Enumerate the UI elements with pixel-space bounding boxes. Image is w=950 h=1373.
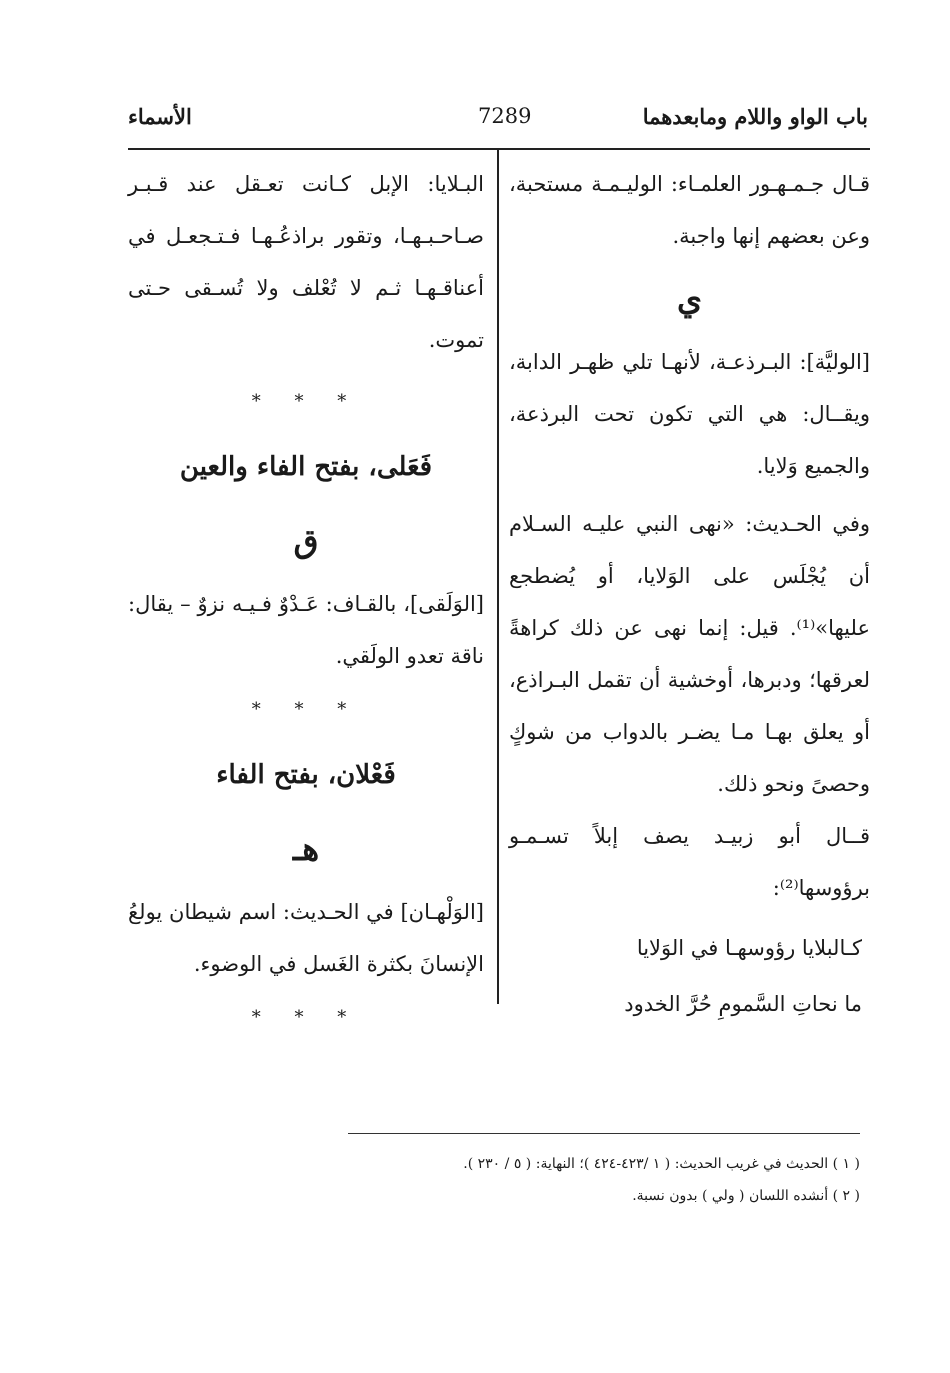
footnote-rule <box>348 1133 860 1134</box>
verse-line-1: كـالبلايا رؤوسهـا في الوَلايا <box>636 936 862 960</box>
verse-line-2: ما نحاتِ السَّمومِ حُرَّ الخدود <box>624 992 862 1016</box>
header-rule <box>128 148 870 150</box>
section-title: الأسماء <box>128 104 192 129</box>
chapter-title: باب الواو واللام ومابعدهما <box>642 104 868 129</box>
pattern-heading-faala: فَعَلى، بفتح الفاء والعين <box>179 452 433 482</box>
letter-heading-ya: ي <box>676 280 703 318</box>
entry-balaya: البـلايا: الإبل كـانت تعـقل عند قـبـر صـاحـبـهـا، وتقور براذعُـهـا فـتـجعـل في أعناقـهـا ثـم لا تُعْلف ولا تُسـقى حـتى تموت. <box>128 172 484 352</box>
footnote-1: ( ١ ) الحديث في غريب الحديث: ( ١ /٤٢٣-٤٢٤ )؛ النهاية: ( ٥ / ٢٣٠ ). <box>463 1156 860 1172</box>
column-divider <box>497 148 499 1004</box>
separator-stars: * * * <box>251 699 361 720</box>
footnotes <box>348 1148 860 1212</box>
footnote-2: ( ٢ ) أنشده اللسان ( ولي ) بدون نسبة. <box>632 1188 860 1204</box>
page-number: 7289 <box>478 104 532 128</box>
right-column <box>509 158 870 1030</box>
poet-intro: قــال أبو زبيـد يصف إبلاً تسـمـو برؤوسها⁽²⁾: <box>509 824 870 900</box>
letter-heading-qaf: ق <box>293 522 319 560</box>
separator-stars: * * * <box>251 1007 361 1028</box>
letter-heading-ha: هـ <box>292 830 320 868</box>
entry-walhan: [الوَلْهـان] في الحـديث: اسم شيطان يولعُ الإنسانَ بكثرة الغَسل في الوضوء. <box>128 900 484 976</box>
entry-walaqa: [الوَلَقى]، بالقـاف: عَـدْوٌ فـيـه نزوٌ – يقال: ناقة تعدو الولَقي. <box>128 592 484 668</box>
separator-stars: * * * <box>251 391 361 412</box>
entry-waliyya: [الوليَّة]: البـرذعـة، لأنهـا تلي ظهـر الدابة، ويقــال: هي التي تكون تحت البرذعة، والجميع وَلايا. <box>509 350 870 478</box>
hadith-paragraph: وفي الحـديث: «نهى النبي عليـه السـلام أن يُجْلَس على الوَلايا، أو يُضطجع عليها»⁽¹⁾. قيل: إنما نهى عن ذلك كراهةً لعرقها؛ ودبرها، أوخشية أن تقمل البـراذع، أو يعلق بهـا مـا يضـر بالدواب من شوكٍ وحصىً ونحو ذلك. <box>509 512 870 796</box>
pattern-heading-fa-lan: فَعْلان، بفتح الفاء <box>216 760 396 790</box>
walima-paragraph: قـال جـمـهـور العلمـاء: الوليـمـة مستحبة، وعن بعضهم إنها واجبة. <box>509 172 870 248</box>
left-column <box>128 158 484 1046</box>
